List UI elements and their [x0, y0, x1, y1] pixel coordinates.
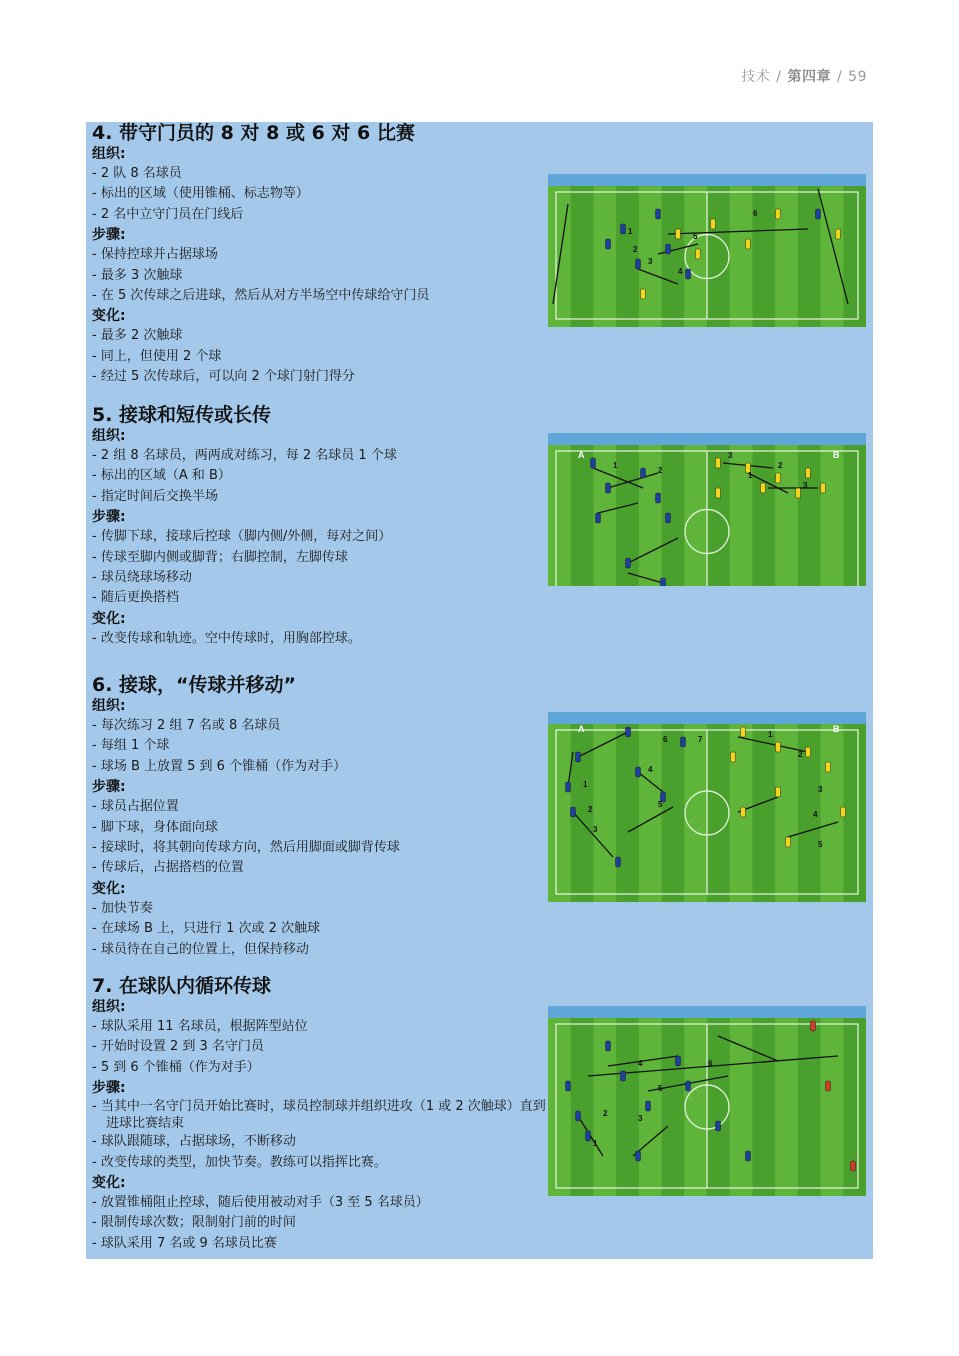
diagram-label: 5	[658, 800, 663, 809]
list-item: - 脚下球，身体面向球	[92, 818, 552, 838]
organization-label: 组织:	[92, 146, 126, 162]
player-marker	[836, 229, 841, 239]
grass-stripe	[639, 724, 663, 902]
diagram-label: 2	[798, 750, 803, 759]
player-marker	[776, 473, 781, 483]
pitch-svg	[548, 433, 866, 586]
variations-label: 变化:	[92, 610, 126, 627]
grass-stripe	[775, 1018, 799, 1196]
diagram-label: 3	[593, 825, 598, 834]
grass-stripe	[775, 186, 799, 327]
list-item: - 指定时间后交换半场	[92, 487, 552, 507]
diagram-label: 4	[648, 765, 653, 774]
grass-stripe	[548, 1018, 572, 1196]
grass-stripe	[730, 1018, 754, 1196]
variations-label: 变化:	[92, 880, 126, 897]
player-marker	[606, 1041, 611, 1051]
diagram-label: 7	[698, 735, 703, 744]
list-item: - 随后更换搭档	[92, 588, 552, 608]
grass-stripe	[662, 724, 686, 902]
player-marker	[661, 578, 666, 586]
player-marker	[591, 458, 596, 468]
diagram-label: 1	[593, 1139, 598, 1148]
player-marker	[586, 1131, 591, 1141]
grass-stripe	[843, 186, 866, 327]
pitch-border	[548, 712, 866, 724]
player-marker	[716, 1121, 721, 1131]
diagram-label: 2	[633, 245, 638, 254]
grass-stripe	[548, 445, 572, 586]
grass-stripe	[684, 1018, 708, 1196]
list-item: - 加快节奏	[92, 899, 552, 919]
steps-label: 步骤:	[92, 1080, 126, 1097]
player-marker	[741, 727, 746, 737]
list-item: - 球队采用 11 名球员，根据阵型站位	[92, 1017, 552, 1037]
header-separator: /	[836, 69, 843, 85]
content-panel	[86, 122, 873, 1259]
player-marker	[746, 1151, 751, 1161]
diagram-label: 1	[628, 227, 633, 236]
player-marker	[566, 1081, 571, 1091]
grass-stripe	[707, 724, 731, 902]
list-item: - 球员占据位置	[92, 797, 552, 817]
player-marker	[811, 1021, 816, 1031]
player-marker	[666, 244, 671, 254]
grass-stripe	[752, 186, 776, 327]
list-item: - 限制传球次数；限制射门前的时间	[92, 1213, 552, 1233]
grass-stripe	[752, 1018, 776, 1196]
player-marker	[676, 1056, 681, 1066]
player-marker	[576, 752, 581, 762]
player-marker	[696, 249, 701, 259]
grass-stripe	[548, 724, 572, 902]
header-chapter: 第四章	[787, 69, 831, 85]
variations-label: 变化:	[92, 308, 126, 325]
diagram-label: 2	[778, 461, 783, 470]
diagram-label: 3	[638, 1114, 643, 1123]
pitch-diagram-drill-6	[548, 712, 866, 902]
pitch-svg	[548, 1006, 866, 1196]
list-item: - 每次练习 2 组 7 名或 8 名球员	[92, 716, 552, 736]
player-marker	[656, 209, 661, 219]
player-marker	[741, 807, 746, 817]
diagram-label: 5	[818, 840, 823, 849]
player-marker	[656, 493, 661, 503]
grass-stripe	[843, 445, 866, 586]
diagram-label: 1	[768, 730, 773, 739]
diagram-label: 4	[813, 810, 818, 819]
pitch-border	[548, 433, 866, 445]
grass-stripe	[707, 186, 731, 327]
grass-stripe	[730, 186, 754, 327]
section-drill-7	[92, 975, 552, 1254]
list-item: - 2 名中立守门员在门线后	[92, 205, 552, 225]
list-item: - 标出的区域（A 和 B）	[92, 466, 552, 486]
player-marker	[806, 747, 811, 757]
list-item: - 球场 B 上放置 5 到 6 个锥桶（作为对手）	[92, 757, 552, 777]
running-header	[741, 66, 867, 86]
pitch-svg	[548, 712, 866, 902]
player-marker	[621, 224, 626, 234]
player-marker	[716, 488, 721, 498]
diagram-label: 6	[753, 209, 758, 218]
page-number: 59	[848, 69, 867, 85]
player-marker	[776, 742, 781, 752]
list-item: - 5 到 6 个锥桶（作为对手）	[92, 1058, 552, 1078]
header-topic: 技术	[741, 69, 771, 85]
player-marker	[606, 483, 611, 493]
player-marker	[786, 837, 791, 847]
steps-label: 步骤:	[92, 509, 126, 526]
list-item: - 在球场 B 上，只进行 1 次或 2 次触球	[92, 919, 552, 939]
player-marker	[636, 1151, 641, 1161]
list-item: - 同上，但使用 2 个球	[92, 347, 552, 367]
player-marker	[676, 229, 681, 239]
diagram-label: 6	[708, 1059, 713, 1068]
section-title: 7. 在球队内循环传球	[92, 975, 272, 997]
diagram-label: 5	[693, 232, 698, 241]
steps-label: 步骤:	[92, 779, 126, 796]
player-marker	[746, 239, 751, 249]
diagram-label: 2	[603, 1109, 608, 1118]
pitch-diagram-drill-7	[548, 1006, 866, 1196]
grass-stripe	[571, 186, 595, 327]
player-marker	[731, 752, 736, 762]
player-marker	[826, 762, 831, 772]
list-item: - 最多 3 次触球	[92, 266, 552, 286]
diagram-label: 3	[648, 257, 653, 266]
player-marker	[816, 209, 821, 219]
diagram-label: 3	[803, 481, 808, 490]
pitch-border	[548, 174, 866, 186]
player-marker	[571, 807, 576, 817]
diagram-label: B	[833, 450, 840, 460]
list-item: - 当其中一名守门员开始比赛时，球员控制球并组织进攻（1 或 2 次触球）直到进球比赛结束	[92, 1098, 552, 1132]
list-item: - 在 5 次传球之后进球，然后从对方半场空中传球给守门员	[92, 286, 552, 306]
diagram-label: A	[578, 724, 585, 734]
diagram-label: 4	[638, 1059, 643, 1068]
section-title: 6. 接球，“传球并移动”	[92, 674, 297, 696]
player-marker	[626, 727, 631, 737]
player-marker	[636, 259, 641, 269]
grass-stripe	[662, 445, 686, 586]
section-title: 5. 接球和短传或长传	[92, 404, 272, 426]
player-marker	[826, 1081, 831, 1091]
grass-stripe	[684, 445, 708, 586]
grass-stripe	[798, 445, 822, 586]
list-item: - 传球后，占据搭档的位置	[92, 858, 552, 878]
player-marker	[621, 1071, 626, 1081]
organization-label: 组织:	[92, 428, 126, 444]
list-item: - 放置锥桶阻止控球，随后使用被动对手（3 至 5 名球员）	[92, 1193, 552, 1213]
section-title: 4. 带守门员的 8 对 8 或 6 对 6 比赛	[92, 122, 415, 144]
player-marker	[646, 1101, 651, 1111]
steps-label: 步骤:	[92, 227, 126, 244]
grass-stripe	[798, 1018, 822, 1196]
player-marker	[711, 219, 716, 229]
grass-stripe	[616, 1018, 640, 1196]
player-marker	[606, 239, 611, 249]
grass-stripe	[571, 1018, 595, 1196]
player-marker	[666, 513, 671, 523]
list-item: - 经过 5 次传球后，可以向 2 个球门射门得分	[92, 367, 552, 387]
grass-stripe	[752, 724, 776, 902]
section-drill-6	[92, 674, 552, 960]
grass-stripe	[684, 724, 708, 902]
list-item: - 球队跟随球，占据球场，不断移动	[92, 1132, 552, 1152]
list-item: - 2 队 8 名球员	[92, 164, 552, 184]
grass-stripe	[821, 1018, 845, 1196]
grass-stripe	[798, 186, 822, 327]
diagram-label: 1	[583, 780, 588, 789]
diagram-label: 3	[728, 451, 733, 460]
player-marker	[641, 289, 646, 299]
list-item: - 最多 2 次触球	[92, 326, 552, 346]
player-marker	[851, 1161, 856, 1171]
pitch-border	[548, 1006, 866, 1018]
grass-stripe	[593, 724, 617, 902]
player-marker	[681, 737, 686, 747]
list-item: - 传脚下球，接球后控球（脚内侧/外侧，每对之间）	[92, 527, 552, 547]
diagram-label: 1	[613, 461, 618, 470]
diagram-label: 6	[663, 735, 668, 744]
player-marker	[841, 807, 846, 817]
list-item: - 传球至脚内侧或脚背；右脚控制，左脚传球	[92, 548, 552, 568]
list-item: - 保持控球并占据球场	[92, 245, 552, 265]
player-marker	[686, 1081, 691, 1091]
list-item: - 开始时设置 2 到 3 名守门员	[92, 1037, 552, 1057]
player-marker	[776, 787, 781, 797]
list-item: - 球员待在自己的位置上，但保持移动	[92, 940, 552, 960]
player-marker	[761, 483, 766, 493]
list-item: - 改变传球和轨迹。空中传球时，用胸部控球。	[92, 629, 552, 649]
player-marker	[821, 483, 826, 493]
player-marker	[576, 1111, 581, 1121]
grass-stripe	[593, 186, 617, 327]
organization-label: 组织:	[92, 698, 126, 714]
grass-stripe	[843, 724, 866, 902]
diagram-label: A	[578, 450, 585, 460]
organization-label: 组织:	[92, 999, 126, 1015]
player-marker	[776, 209, 781, 219]
section-drill-5	[92, 404, 552, 649]
grass-stripe	[821, 445, 845, 586]
variations-label: 变化:	[92, 1175, 126, 1192]
list-item: - 改变传球的类型，加快节奏。教练可以指挥比赛。	[92, 1153, 552, 1173]
diagram-label: 2	[658, 466, 663, 475]
grass-stripe	[662, 1018, 686, 1196]
grass-stripe	[662, 186, 686, 327]
player-marker	[636, 767, 641, 777]
grass-stripe	[821, 186, 845, 327]
grass-stripe	[616, 186, 640, 327]
pitch-diagram-drill-5	[548, 433, 866, 586]
list-item: - 球队采用 7 名或 9 名球员比赛	[92, 1234, 552, 1254]
list-item: - 球员绕球场移动	[92, 568, 552, 588]
grass-stripe	[616, 724, 640, 902]
player-marker	[641, 468, 646, 478]
header-separator: /	[776, 69, 782, 85]
diagram-label: 5	[658, 1084, 663, 1093]
player-marker	[796, 488, 801, 498]
diagram-label: 2	[588, 805, 593, 814]
player-marker	[686, 269, 691, 279]
section-drill-4	[92, 122, 552, 388]
pitch-svg	[548, 174, 866, 327]
player-marker	[806, 468, 811, 478]
grass-stripe	[707, 1018, 731, 1196]
player-marker	[616, 857, 621, 867]
diagram-label: B	[833, 724, 840, 734]
diagram-label: 3	[818, 785, 823, 794]
list-item: - 每组 1 个球	[92, 736, 552, 756]
list-item: - 接球时，将其朝向传球方向，然后用脚面或脚背传球	[92, 838, 552, 858]
player-marker	[716, 458, 721, 468]
pitch-diagram-drill-4	[548, 174, 866, 327]
list-item: - 2 组 8 名球员，两两成对练习，每 2 名球员 1 个球	[92, 446, 552, 466]
player-marker	[626, 558, 631, 568]
player-marker	[566, 782, 571, 792]
diagram-label: 1	[748, 471, 753, 480]
diagram-label: 4	[678, 267, 683, 276]
player-marker	[596, 513, 601, 523]
list-item: - 标出的区域（使用锥桶、标志物等）	[92, 184, 552, 204]
